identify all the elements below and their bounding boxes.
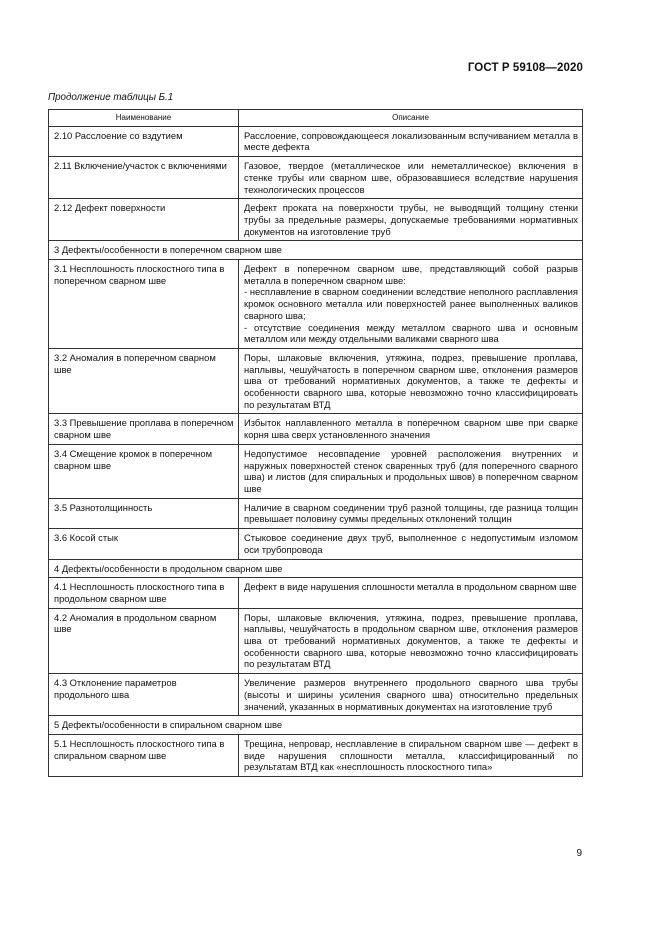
row-name: 3.5 Разнотолщинность xyxy=(49,498,239,528)
row-name: 3.2 Аномалия в поперечном сварном шве xyxy=(49,348,239,414)
row-name: 4.1 Несплошность плоскостного типа в продольном сварном шве xyxy=(49,578,239,608)
row-description: Увеличение размеров внутреннего продольного сварного шва трубы (высоты и ширины усиления сварного шва) относительно предельных значений, указанных в нормативных документах на изготовление труб xyxy=(239,674,583,716)
table-row xyxy=(49,734,583,776)
table-row xyxy=(49,126,583,156)
table-row xyxy=(49,199,583,241)
section-row xyxy=(49,241,583,260)
row-name: 2.12 Дефект поверхности xyxy=(49,199,239,241)
row-description: Наличие в сварном соединении труб разной толщины, где разница толщин превышает половину суммы предельных отклонений толщин xyxy=(239,498,583,528)
row-description: Стыковое соединение двух труб, выполненное с недопустимым изломом оси трубопровода xyxy=(239,529,583,559)
row-name: 2.10 Расслоение со вздутием xyxy=(49,126,239,156)
defects-table xyxy=(48,109,583,777)
row-description: Расслоение, сопровождающееся локализованным вспучиванием металла в месте дефекта xyxy=(239,126,583,156)
table-row xyxy=(49,444,583,498)
row-name: 4.3 Отклонение параметров продольного шва xyxy=(49,674,239,716)
table-row xyxy=(49,414,583,444)
table-row xyxy=(49,348,583,414)
row-description: Дефект в виде нарушения сплошности металла в продольном сварном шве xyxy=(239,578,583,608)
row-description: Поры, шлаковые включения, утяжина, подрез, превышение проплава, наплывы, чешуйчатость в поперечном сварном шве, отклонения размеров шва от требований нормативных документов, а также те дефекты и особенности сварного шва, которые невозможно точно классифицировать по результатам ВТД xyxy=(239,348,583,414)
table-header-row xyxy=(49,110,583,127)
column-header-name: Наименование xyxy=(49,110,239,127)
row-description: Газовое, твердое (металлическое или неметаллическое) включения в стенке трубы или сварном шве, образовавшиеся вследствие нарушения технологических процессов xyxy=(239,157,583,199)
row-name: 2.11 Включение/участок с включениями xyxy=(49,157,239,199)
row-name: 3.1 Несплошность плоскостного типа в поперечном сварном шве xyxy=(49,260,239,349)
description-line: Дефект в поперечном сварном шве, представляющий собой разрыв металла в поперечном сварном шве: xyxy=(244,263,578,286)
description-line: - несплавление в сварном соединении вследствие неполного расплавления кромок основного металла или поверхностей ранее выполненных валиков сварного шва; xyxy=(244,286,578,321)
row-description: Недопустимое несовпадение уровней расположения внутренних и наружных поверхностей стенок сваренных труб (для поперечного сварного шва) и листов (для спиральных и продольных швов) в поперечном сварном шве xyxy=(239,444,583,498)
table-row xyxy=(49,578,583,608)
page-number: 9 xyxy=(576,848,582,859)
section-row xyxy=(49,716,583,735)
row-description: Избыток наплавленного металла в поперечном сварном шве при сварке корня шва сверх установленного значения xyxy=(239,414,583,444)
section-title: 5 Дефекты/особенности в спиральном сварном шве xyxy=(49,716,583,735)
row-description xyxy=(239,260,583,349)
table-row xyxy=(49,674,583,716)
row-description: Трещина, непровар, несплавление в спиральном сварном шве — дефект в виде нарушения сплошности металла, классифицированный по результатам ВТД как «несплошность плоскостного типа» xyxy=(239,734,583,776)
standard-header: ГОСТ Р 59108—2020 xyxy=(467,62,583,74)
table-row xyxy=(49,260,583,349)
row-name: 4.2 Аномалия в продольном сварном шве xyxy=(49,608,239,674)
section-title: 4 Дефекты/особенности в продольном сварном шве xyxy=(49,559,583,578)
row-name: 3.6 Косой стык xyxy=(49,529,239,559)
section-row xyxy=(49,559,583,578)
section-title: 3 Дефекты/особенности в поперечном сварном шве xyxy=(49,241,583,260)
row-description: Дефект проката на поверхности трубы, не выводящий толщину стенки трубы за предельные размеры, допускаемые требованиями нормативных документов на изготовление труб xyxy=(239,199,583,241)
table-row xyxy=(49,608,583,674)
table-row xyxy=(49,157,583,199)
row-name: 5.1 Несплошность плоскостного типа в спиральном сварном шве xyxy=(49,734,239,776)
row-name: 3.3 Превышение проплава в поперечном сварном шве xyxy=(49,414,239,444)
description-line: - отсутствие соединения между металлом сварного шва и основным металлом или между отдельными валиками сварного шва xyxy=(244,321,578,345)
row-name: 3.4 Смещение кромок в поперечном сварном шве xyxy=(49,444,239,498)
table-row xyxy=(49,529,583,559)
column-header-description: Описание xyxy=(239,110,583,127)
table-row xyxy=(49,498,583,528)
row-description: Поры, шлаковые включения, утяжина, подрез, превышение проплава, наплывы, чешуйчатость в продольном сварном шве, отклонения размеров шва от требований нормативных документов, а также те дефекты и особенности сварного шва, которые невозможно точно классифицировать по результатам ВТД xyxy=(239,608,583,674)
table-caption: Продолжение таблицы Б.1 xyxy=(48,92,174,103)
